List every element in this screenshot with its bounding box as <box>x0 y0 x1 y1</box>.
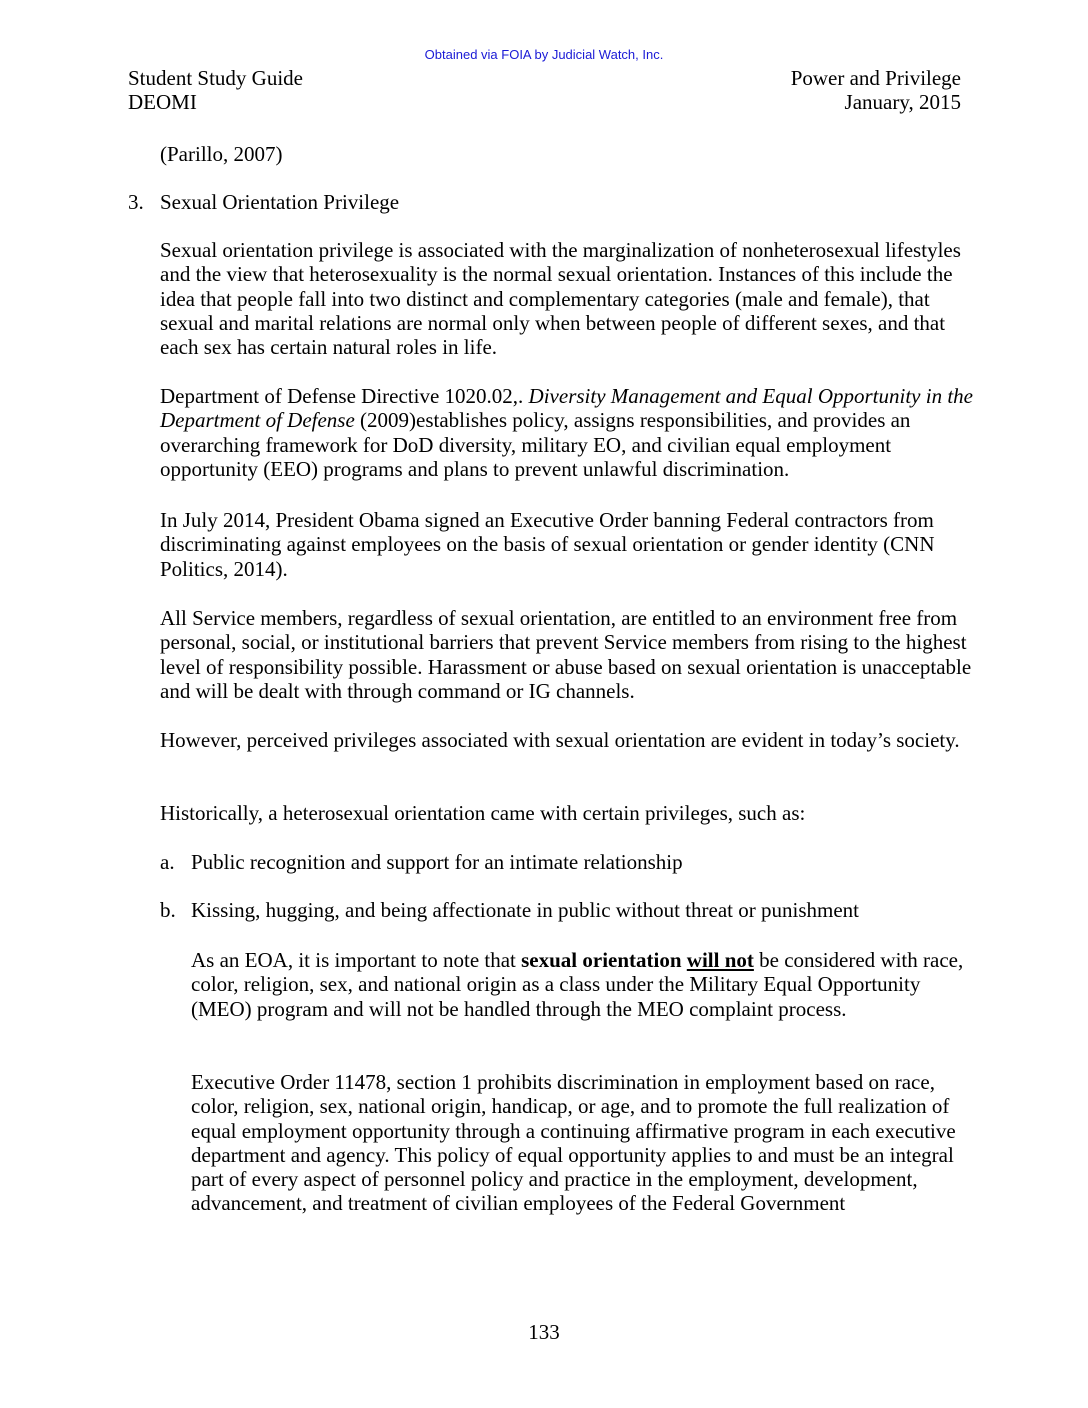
header-org: DEOMI <box>128 90 197 114</box>
list-marker: a. <box>160 850 175 874</box>
header-left <box>128 66 303 114</box>
eoa-note-suffix: be considered with race, color, religion, sex, and national origin as a class under the Military Equal Opportunity (MEO) program and will not be handled through the MEO complaint process. <box>191 948 964 1021</box>
paragraph-historically: Historically, a heterosexual orientation came with certain privileges, such as: <box>160 801 806 825</box>
foia-watermark: Obtained via FOIA by Judicial Watch, Inc. <box>424 47 664 62</box>
paragraph-dod-directive <box>160 384 980 481</box>
header-date: January, 2015 <box>844 90 961 114</box>
citation-parillo: (Parillo, 2007) <box>160 142 283 166</box>
dod-directive-suffix: (2009)establishes policy, assigns responsibilities, and provides an overarching framework for DoD diversity, military EO, and civilian equal employment opportunity (EEO) programs and plans to prevent unlawful discrimination. <box>160 408 911 481</box>
section-number: 3. <box>128 190 144 214</box>
eoa-note-bold: sexual orientation <box>521 948 682 972</box>
eoa-note-prefix: As an EOA, it is important to note that <box>191 948 522 972</box>
list-item-text: Kissing, hugging, and being affectionate in public without threat or punishment <box>191 898 859 922</box>
dod-directive-prefix: Department of Defense Directive 1020.02,. <box>160 384 529 408</box>
list-item-text: Public recognition and support for an intimate relationship <box>191 850 683 874</box>
eoa-note-will-not: will not <box>686 948 754 972</box>
header-topic: Power and Privilege <box>790 66 961 90</box>
dod-directive-title: Diversity Management and Equal Opportunity in the Department of Defense <box>160 384 973 433</box>
paragraph-perceived-privileges: However, perceived privileges associated with sexual orientation are evident in today’s society. <box>160 728 960 752</box>
paragraph-executive-order-2014: In July 2014, President Obama signed an Executive Order banning Federal contractors from discriminating against employees on the basis of sexual orientation or gender identity (CNN Politics, 2014). <box>160 508 935 581</box>
page-number: 133 <box>528 1320 560 1344</box>
list-marker: b. <box>160 898 176 922</box>
header-guide-title: Student Study Guide <box>128 66 304 90</box>
section-title: Sexual Orientation Privilege <box>160 190 400 214</box>
paragraph-service-members: All Service members, regardless of sexual orientation, are entitled to an environment free from personal, social, or institutional barriers that prevent Service members from rising to the highest level of responsibility possible. Harassment or abuse based on sexual orientation is unacceptable and will be dealt with through command or IG channels. <box>160 606 972 703</box>
paragraph-definition: Sexual orientation privilege is associated with the marginalization of nonheterosexual lifestyles and the view that heterosexuality is the normal sexual orientation. Instances of this include the idea that people fall into two distinct and complementary categories (male and female), that sexual and marital relations are normal only when between people of different sexes, and that each sex has certain natural roles in life. <box>160 238 961 360</box>
paragraph-eo-11478: Executive Order 11478, section 1 prohibits discrimination in employment based on race, color, religion, sex, national origin, handicap, or age, and to promote the full realization of equal employment opportunity through a continuing affirmative program in each executive department and agency. This policy of equal opportunity applies to and must be an integral part of every aspect of personnel policy and practice in the employment, development, advancement, and treatment of civilian employees of the Federal Government <box>191 1070 956 1216</box>
paragraph-eoa-note <box>191 948 981 1021</box>
header-right <box>791 66 961 114</box>
